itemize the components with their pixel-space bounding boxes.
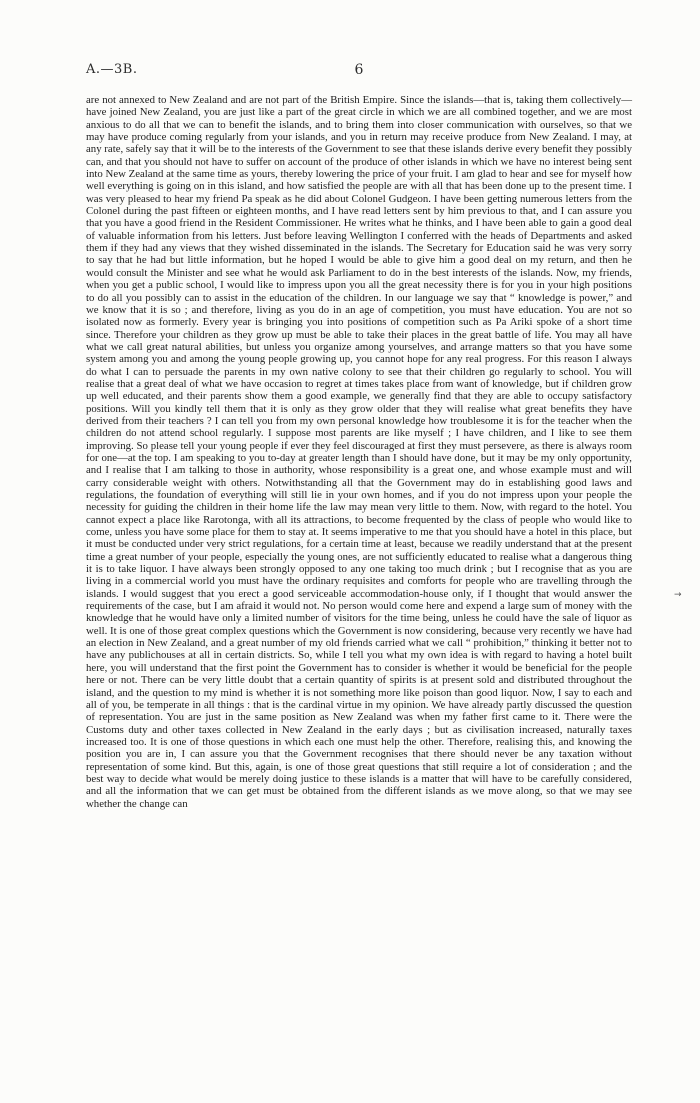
body-text <box>86 94 632 810</box>
page-header <box>86 62 632 82</box>
margin-arrow-mark: → <box>674 590 682 600</box>
paragraph: are not annexed to New Zealand and are not part of the British Empire. Since the islands—that is, taking them collectively—have joined New Zealand, you are just like a part of the great circle in which we are all combined together, and we are most anxious to do all that we can to benefit the islands, and to bring them into closer communication with ourselves, so that we may have produce coming regularly from your islands, and you in return may receive produce from New Zealand. I may, at any rate, safely say that it will be to the interests of the Government to see that these islands derive every benefit they possibly can, and that you should not have to suffer on account of the produce of other islands in which we have no interest being sent into New Zealand at the same time as yours, thereby lowering the price of your fruit. I am glad to hear and see for myself how well everything is going on in this island, and how satisfied the people are with all that has been done up to the present time. I was very pleased to hear my friend Pa speak as he did about Colonel Gudgeon. I have been getting numerous letters from the Colonel during the past fifteen or eighteen months, and I have read letters sent by him previous to that, and I can assure you that you have a good friend in the Resident Commissioner. He writes what he thinks, and I have been able to gain a good deal of valuable information from his letters. Just before leaving Wellington I conferred with the heads of Departments and asked them if they had any views that they wished disseminated in the islands. The Secretary for Education said he was very sorry to say that he had but little information, but he hoped I would be able to give him a good deal on my return, and then he would consult the Minister and see what he would ask Parliament to do in the best interests of the islands. Now, my friends, when you get a public school, I would like to impress upon you all the great necessity there is for you in your high positions to do all you possibly can to assist in the education of the children. In our language we say that “ knowledge is power,” and we know that it is so ; and therefore, living as you do in an age of competition, you must have education. You are not so isolated now as formerly. Every year is bringing you into positions of competition such as Pa Ariki spoke of a short time since. Therefore your children as they grow up must be able to take their places in the great battle of life. You may all have what we call great natural abilities, but unless you organize among yourselves, and arrange matters so that you have some system among you and among the young people growing up, you cannot hope for any real progress. For this reason I always do what I can to persuade the parents in my own native colony to see that their children go regularly to school. You will realise that a great deal of what we have occasion to regret at times takes place from want of knowledge, but if children grow up well educated, and their parents show them a good example, we generally find that they are able to occupy satisfactory positions. Will you kindly tell them that it is only as they grow older that they will realise what great benefits they have derived from their teachers ? I can tell you from my own personal knowledge how troublesome it is for the teacher when the children do not attend school regularly. I suppose most parents are like myself ; I have children, and I like to see them improving. So please tell your young people if ever they feel discouraged at first they must persevere, as there is always room for one—at the top. I am speaking to you to-day at greater length than I should have done, but it may be my only opportunity, and I realise that I am talking to those in authority, whose responsibility is a great one, and whose example must and will carry considerable weight with others. Notwithstanding all that the Government may do in establishing good laws and regulations, the foundation of everything will still lie in your own homes, and if you do not impress upon your people the necessity for guiding the children in their home life the law may mean very little to them. Now, with regard to the hotel. You cannot expect a place like Rarotonga, with all its attractions, to become frequented by the class of people who would like to come, unless you have some place for them to stay at. It seems imperative to me that you should have a hotel in this place, but it must be conducted under very strict regulations, for a certain time at least, because we readily understand that at the present time a great number of your people, especially the young ones, are not sufficiently educated to realise what a dangerous thing it is to take liquor. I have always been strongly opposed to any one taking too much drink ; but I recognise that as you are living in a commercial world you must have the ordinary requisites and comforts for people who are travelling through the islands. I would suggest that you erect a good serviceable accommodation-house only, if I thought that would answer the requirements of the case, but I am afraid it would not. No person would come here and expend a large sum of money with the knowledge that he would have only a limited number of visitors for the time being, unless he could have the sale of liquor as well. It is one of those great complex questions which the Government is now considering, because very recently we have had an election in New Zealand, and a great number of my old friends carried what we call “ prohibition,” thinking it better not to have any publichouses at all in certain districts. So, while I tell you what my own idea is with regard to having a hotel built here, you will understand that the first point the Government has to consider is whether it would be beneficial for the people here or not. There can be very little doubt that a certain quantity of spirits is at present sold and distributed throughout the island, and the question to my mind is whether it is not something more like poison than good liquor. Now, I say to each and all of you, be temperate in all things : that is the cardinal virtue in my opinion. We have already partly discussed the question of representation. You are just in the same position as New Zealand was when my father first came to it. There were the Customs duty and other taxes collected in New Zealand in the early days ; but as civilisation increased, naturally taxes increased too. It is one of those questions in which each one must help the other. Therefore, realising this, and knowing the position you are in, I can assure you that the Government recognises that there should never be any taxation without representation of some kind. But this, again, is one of those great questions that still require a lot of consideration ; and the best way to decide what would be merely doing justice to these islands is a matter that will have to be carefully considered, and all the information that we can get must be obtained from the different islands as we move along, so that we may see whether the change can <box>86 94 632 810</box>
document-reference: A.—3B. <box>86 62 138 77</box>
page-number: 6 <box>354 62 364 78</box>
